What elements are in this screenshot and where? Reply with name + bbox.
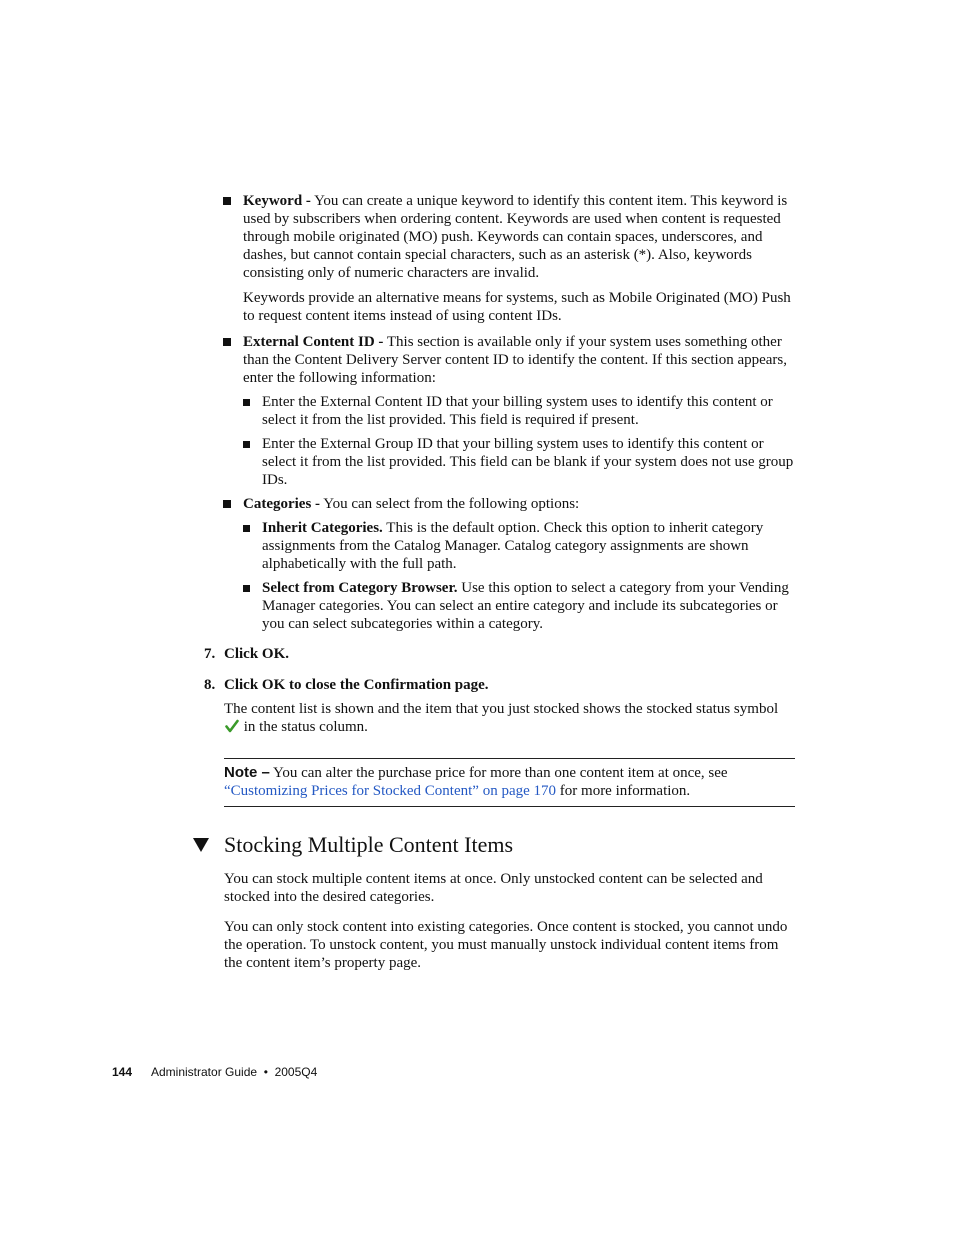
browser-text: Use this option to select a category from your Vending Manager categories. You can select an entire category and include its subcategories or you can select subcategories within a category. [262,580,789,632]
categories-subitem [262,579,795,633]
browser-label: Select from Category Browser. [262,580,458,596]
keyword-extra: Keywords provide an alternative means for systems, such as Mobile Originated (MO) Push to request content items instead of using content IDs. [243,290,791,324]
sub-bullet-marker [243,585,250,592]
keyword-text: You can create a unique keyword to identify this content item. This keyword is used by subscribers when ordering content. Keywords are used when content is requested through mobile originated (MO) push. Keywords can contain spaces, underscores, and dashes, but cannot contain special characters, such as an asterisk (*). Also, keywords consisting only of numeric characters are invalid. [243,193,788,281]
result-text-after: in the status column. [240,719,368,735]
section-heading: Stocking Multiple Content Items [224,832,514,857]
page-number: 144 [112,1065,133,1079]
note-top-rule [224,758,795,759]
triangle-down-icon [193,838,209,852]
sub-bullet-marker [243,399,250,406]
keyword-item [243,192,795,282]
external-label: External Content ID - [243,334,384,350]
sub-bullet-marker [243,525,250,532]
external-subitem: Enter the External Group ID that your billing system uses to identify this content or select it from the list provided. This field can be blank if your system does not use group IDs. [262,436,794,488]
inherit-label: Inherit Categories. [262,520,383,536]
step-number: 8. [204,677,216,693]
step-number: 7. [204,646,216,662]
note-bottom-rule [224,806,795,807]
step-text: Click OK to close the Confirmation page. [224,677,489,693]
note-paragraph [224,764,795,800]
external-subitem: Enter the External Content ID that your billing system uses to identify this content or select it from the list provided. This field is required if present. [262,394,773,428]
sub-bullet-marker [243,441,250,448]
check-icon [225,719,239,733]
result-paragraph [224,700,795,736]
keyword-label: Keyword - [243,193,311,209]
note-text: You can alter the purchase price for more than one content item at once, see [269,765,728,781]
external-text: This section is available only if your system uses something other than the Content Delivery Server content ID to identify the content. If this section appears, enter the following information: [243,334,788,386]
note-text-after: for more information. [556,783,691,799]
step-text: Click OK. [224,646,290,662]
categories-subitem [262,519,795,573]
cross-reference-link[interactable]: “Customizing Prices for Stocked Content” on page 170 [224,783,557,799]
bullet-marker [223,500,231,508]
categories-text: You can select from the following options: [320,496,580,512]
note-label: Note – [224,764,270,781]
footer-title: Administrator Guide • 2005Q4 [151,1065,318,1079]
bullet-marker [223,197,231,205]
inherit-text: This is the default option. Check this option to inherit category assignments from the Catalog Manager. Catalog category assignments are shown alphabetically with the full path. [262,520,764,572]
categories-item [243,495,795,513]
section-paragraph: You can stock multiple content items at once. Only unstocked content can be selected and stocked into the desired categories. [224,871,763,905]
bullet-marker [223,338,231,346]
categories-label: Categories - [243,496,321,512]
section-paragraph: You can only stock content into existing categories. Once content is stocked, you cannot undo the operation. To unstock content, you must manually unstock individual content items from the content item’s property page. [224,919,788,971]
result-text-before: The content list is shown and the item that you just stocked shows the stocked status symbol [224,701,779,717]
external-item [243,333,795,387]
